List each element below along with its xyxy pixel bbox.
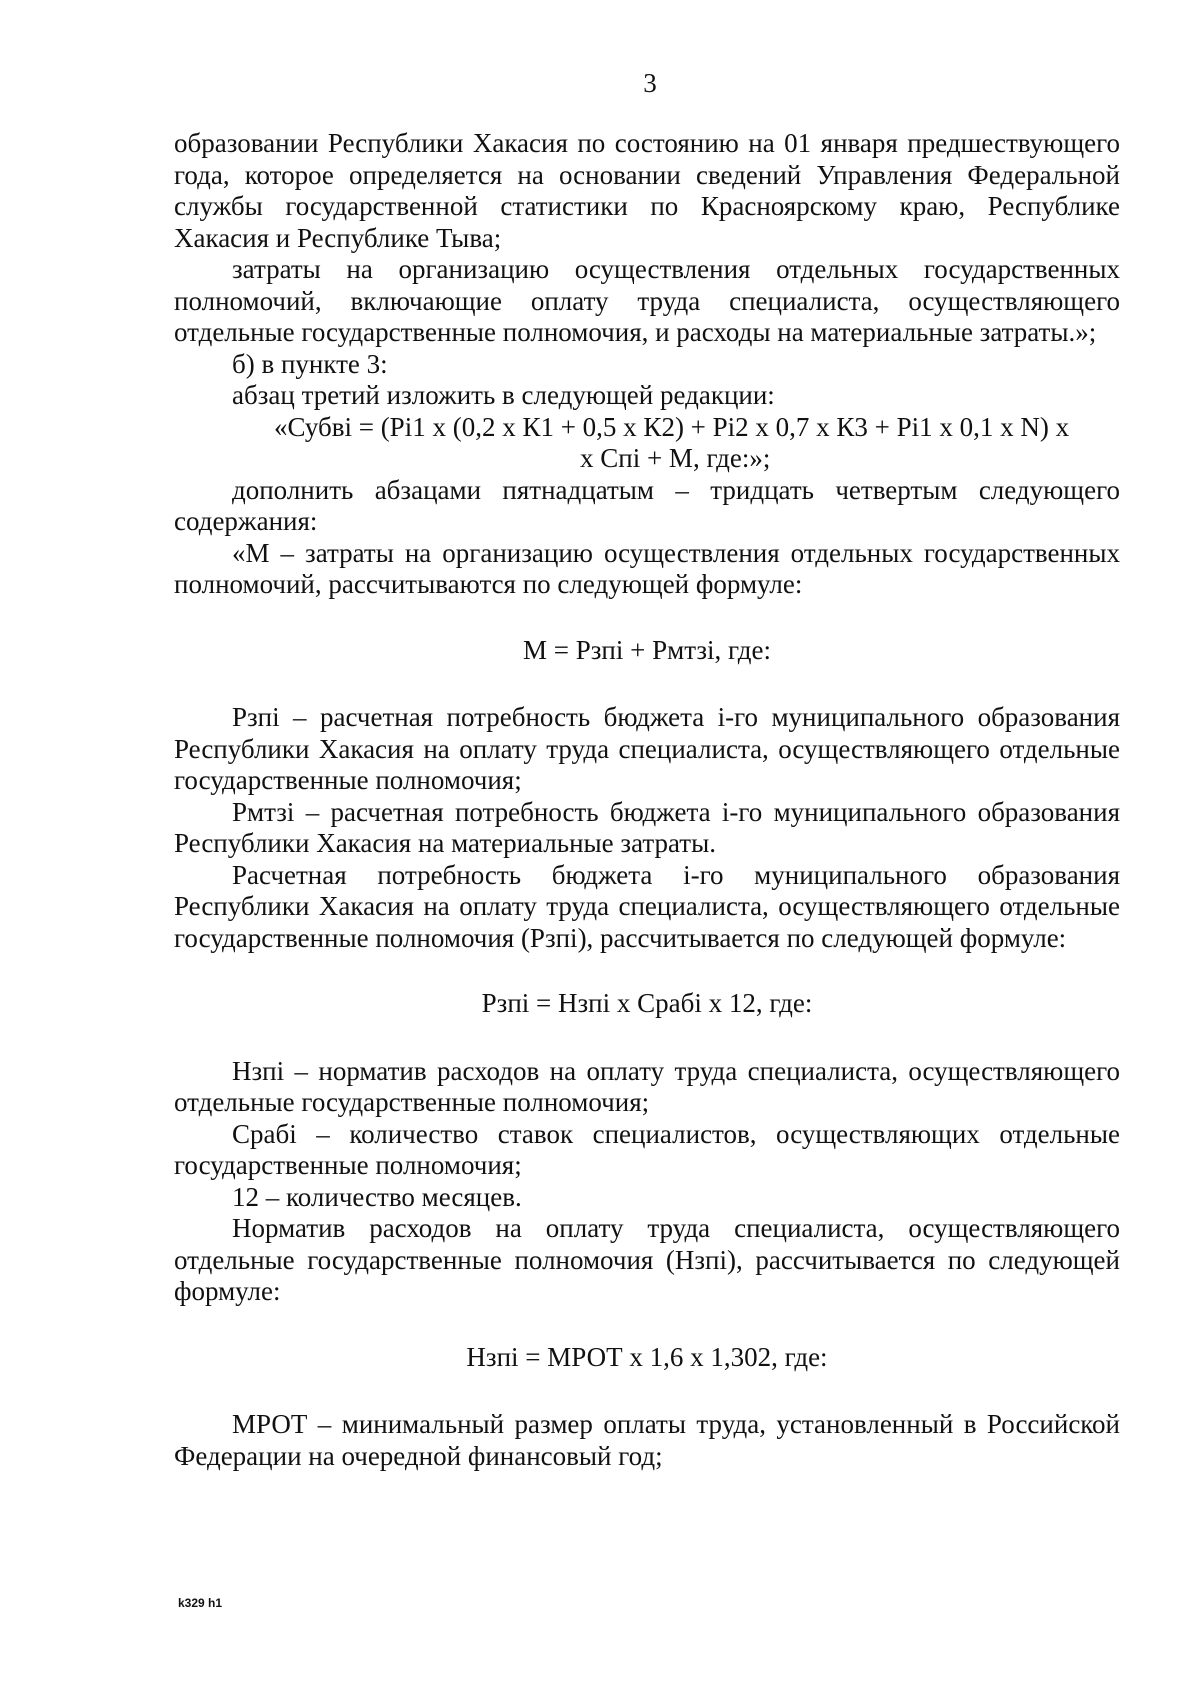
- footer-code: k329 h1: [178, 1596, 223, 1610]
- page-number: 3: [643, 68, 657, 98]
- paragraph-10: Нзпi – норматив расходов на оплату труда специалиста, осуществляющего отдельные государственные полномочия;: [174, 1055, 1120, 1117]
- paragraph-9: Расчетная потребность бюджета i-го муниципального образования Республики Хакасия на оплату труда специалиста, осуществляющего отдельные государственные полномочия (Рзпi), рассчитывается по следующей формуле:: [174, 859, 1120, 953]
- paragraph-7: Рзпi – расчетная потребность бюджета i-го муниципального образования Республики Хакасия на оплату труда специалиста, осуществляющего отдельные государственные полномочия;: [174, 702, 1120, 795]
- paragraph-8: Рмтзi – расчетная потребность бюджета i-го муниципального образования Республики Хакасия на материальные затраты.: [174, 796, 1120, 858]
- formula-subv-line1: «Субвi = (Рi1 х (0,2 х К1 + 0,5 х К2) + Рi2 х 0,7 х К3 + Рi1 х 0,1 х N) х: [274, 411, 1070, 442]
- paragraph-3: б) в пункте 3:: [232, 348, 388, 379]
- formula-subv-line2: х Спi + М, где:»;: [580, 443, 771, 473]
- paragraph-13: Норматив расходов на оплату труда специалиста, осуществляющего отдельные государственные полномочия (Нзпi), рассчитывается по следующей формуле:: [174, 1213, 1120, 1306]
- formula-rzp: Рзпi = Нзпi х Срабi х 12, где:: [481, 988, 813, 1018]
- paragraph-11: Срабi – количество ставок специалистов, осуществляющих отдельные государственные полномочия;: [174, 1118, 1120, 1180]
- formula-m: М = Рзпi + Рмтзi, где:: [523, 634, 771, 665]
- paragraph-4: абзац третий изложить в следующей редакции:: [232, 380, 775, 410]
- paragraph-12: 12 – количество месяцев.: [232, 1181, 522, 1212]
- document-body: [174, 128, 1120, 1472]
- paragraph-14: МРОТ – минимальный размер оплаты труда, установленный в Российской Федерации на очередной финансовый год;: [174, 1409, 1120, 1471]
- paragraph-2: затраты на организацию осуществления отдельных государственных полномочий, включающие оплату труда специалиста, осуществляющего отдельные государственные полномочия, и расходы на материальные затраты.»;: [174, 254, 1120, 347]
- paragraph-6: «М – затраты на организацию осуществления отдельных государственных полномочий, рассчитываются по следующей формуле:: [174, 537, 1120, 599]
- formula-nzp: Нзпi = МРОТ х 1,6 х 1,302, где:: [466, 1341, 828, 1372]
- paragraph-5: дополнить абзацами пятнадцатым – тридцать четвертым следующего содержания:: [174, 474, 1120, 536]
- paragraph-1: образовании Республики Хакасия по состоянию на 01 января предшествующего года, которое определяется на основании сведений Управления Федеральной службы государственной статистики по Красноярскому краю, Республике Хакасия и Республике Тыва;: [174, 128, 1120, 253]
